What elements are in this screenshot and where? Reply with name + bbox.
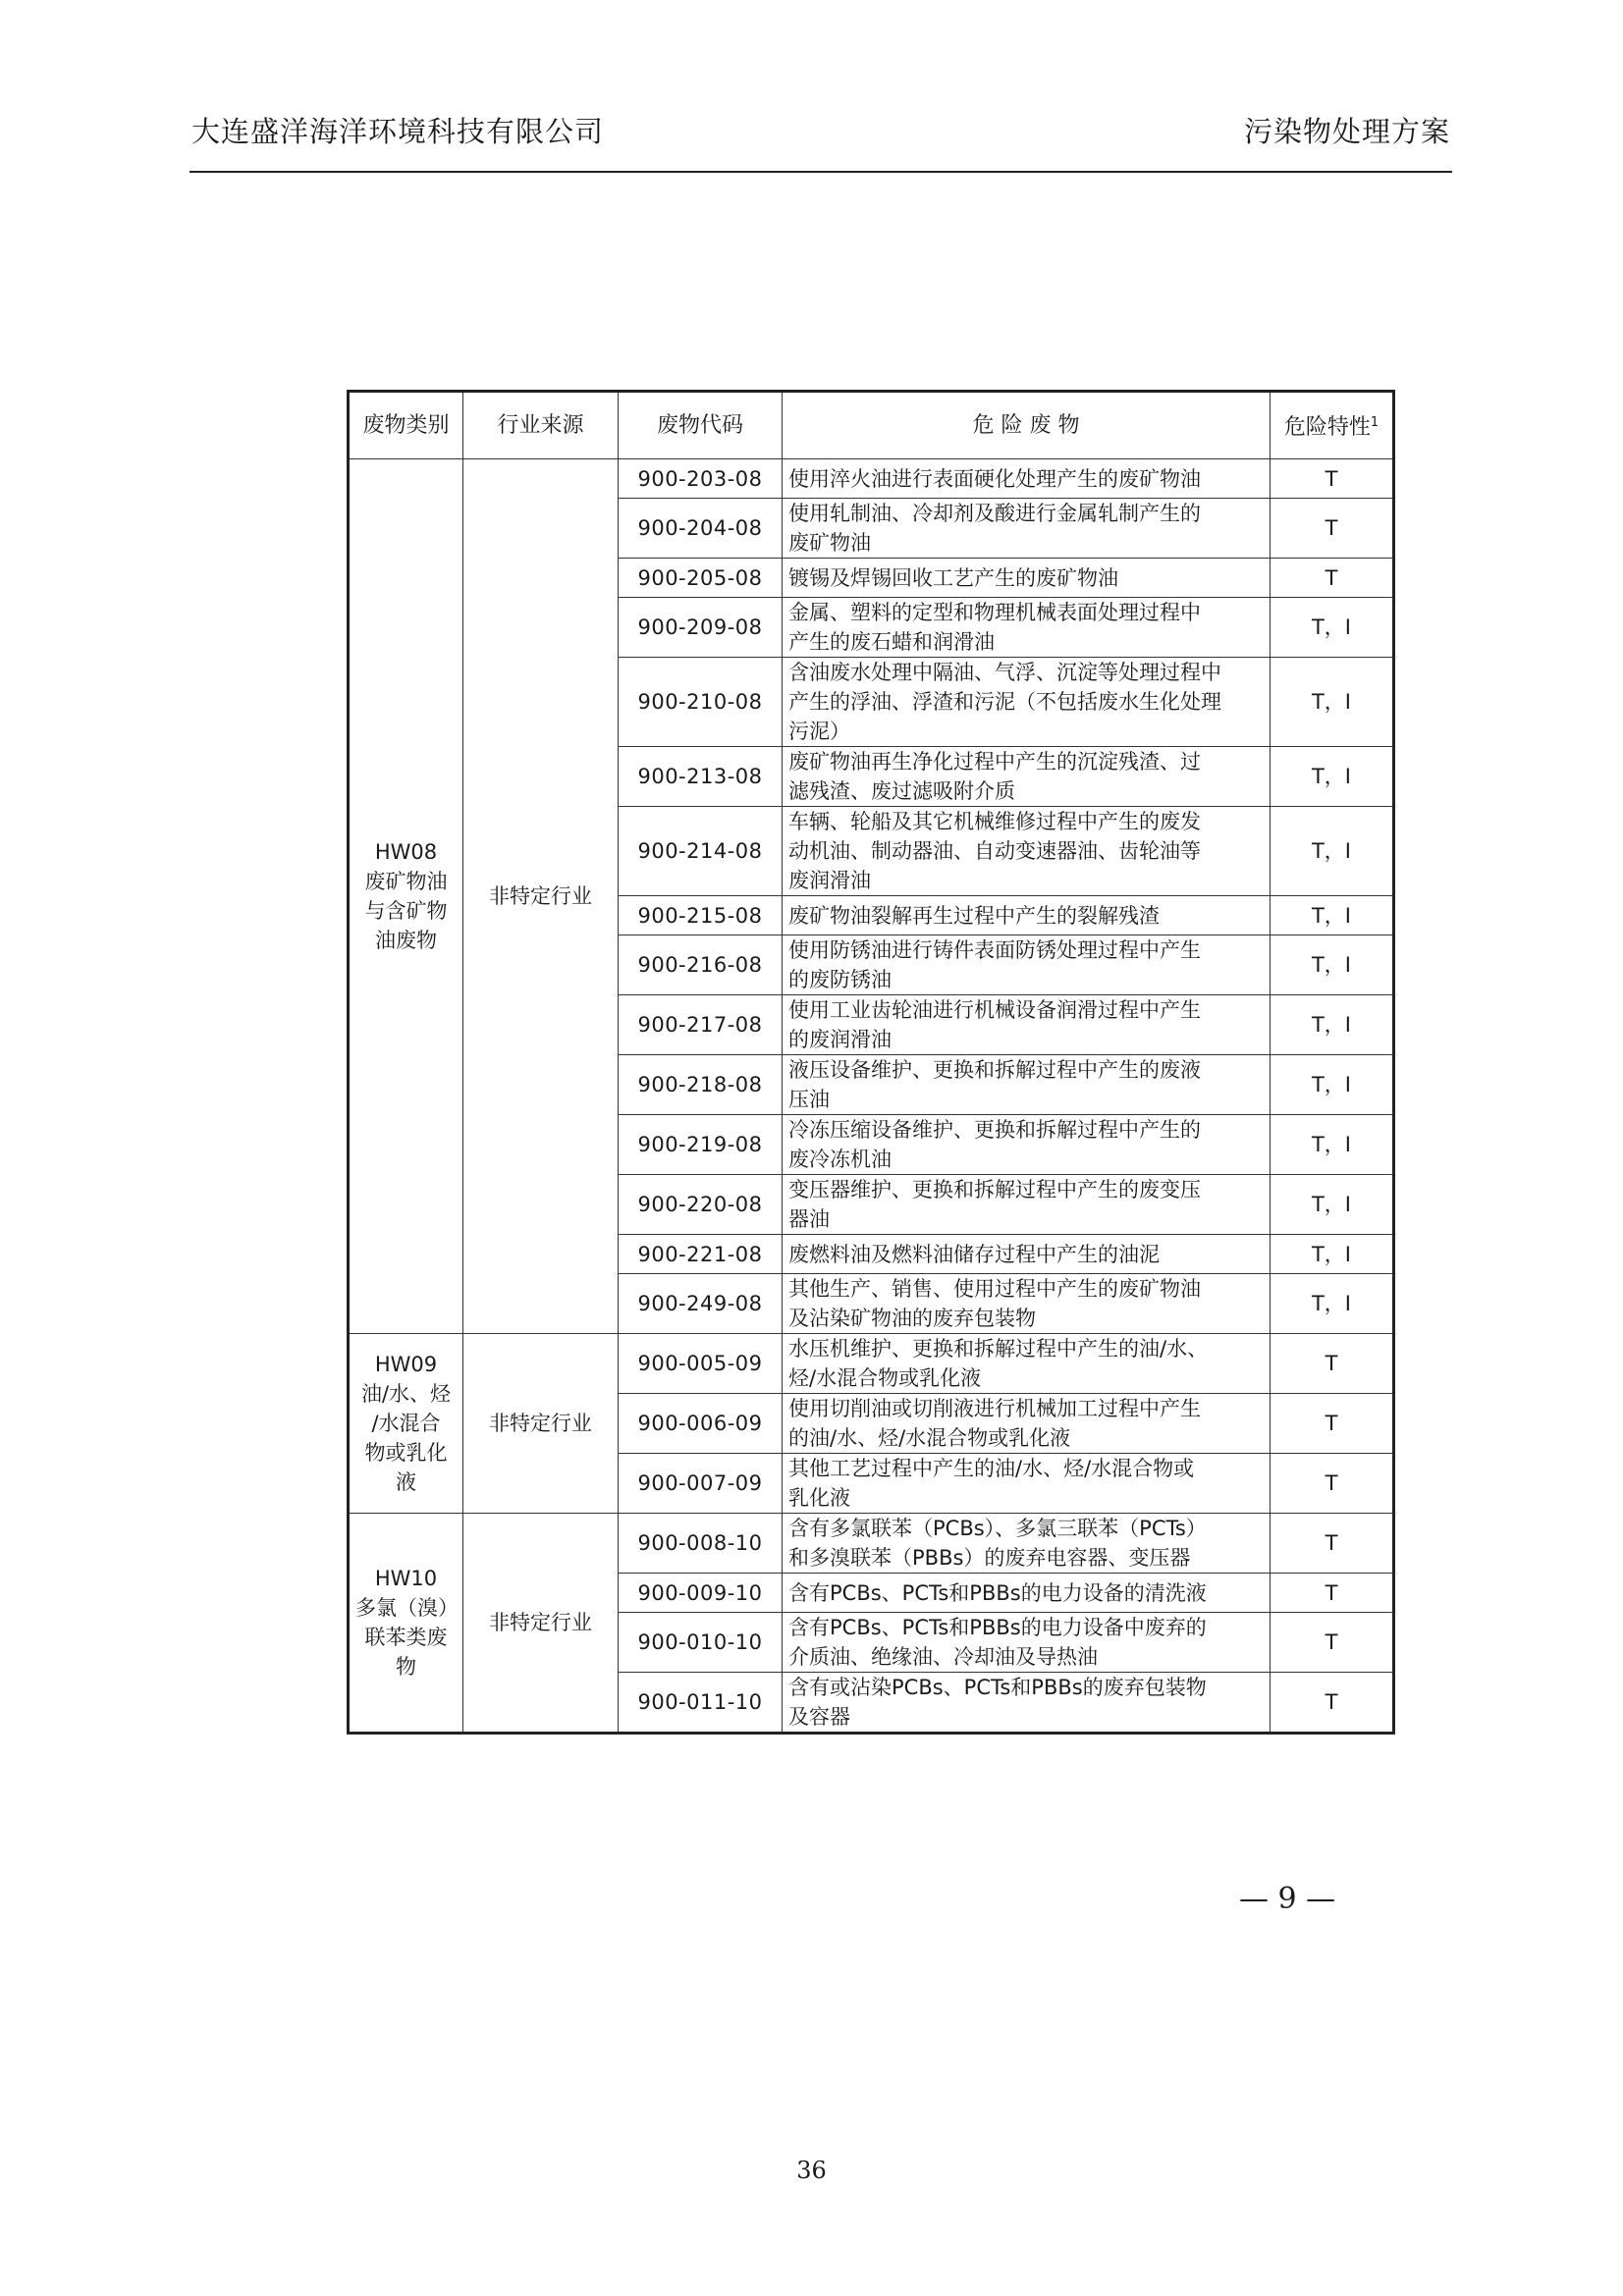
waste-description-cell — [783, 807, 1271, 896]
description-line: 使用防锈油进行铸件表面防锈处理过程中产生 — [788, 938, 1201, 962]
waste-description-cell — [783, 995, 1271, 1055]
category-line: 物或乳化 — [364, 1441, 448, 1465]
category-line: 多氯（溴） — [355, 1596, 459, 1620]
category-line: 油废物 — [375, 929, 437, 952]
hazard-characteristic-cell: T，I — [1271, 747, 1394, 807]
waste-code-cell: 900-009-10 — [619, 1574, 783, 1613]
category-line: 油/水、烃 — [360, 1382, 452, 1406]
description-line: 及沾染矿物油的废弃包装物 — [788, 1307, 1036, 1330]
description-line: 镀锡及焊锡回收工艺产生的废矿物油 — [788, 565, 1118, 590]
description-line: 含有PCBs、PCTs和PBBs的电力设备中废弃的 — [788, 1616, 1207, 1639]
waste-description-cell — [783, 1115, 1271, 1175]
waste-description-cell — [783, 1574, 1271, 1613]
description-line: 压油 — [788, 1088, 830, 1111]
waste-code-cell: 900-006-09 — [619, 1394, 783, 1454]
table-row — [349, 459, 1394, 499]
waste-code-cell: 900-249-08 — [619, 1274, 783, 1334]
description-line: 产生的废石蜡和润滑油 — [788, 630, 995, 654]
company-name: 大连盛洋海洋环境科技有限公司 — [191, 115, 605, 148]
description-line: 废冷冻机油 — [788, 1148, 892, 1171]
header-hazard — [1271, 392, 1394, 459]
waste-description-cell — [783, 1274, 1271, 1334]
description-line: 器油 — [788, 1207, 830, 1231]
description-line: 水压机维护、更换和拆解过程中产生的油/水、 — [788, 1337, 1209, 1361]
category-line: HW10 — [374, 1567, 438, 1590]
category-line: 与含矿物 — [364, 899, 448, 923]
description-line: 废润滑油 — [788, 869, 871, 892]
header-code: 废物代码 — [619, 392, 783, 459]
hazard-characteristic-cell: T — [1271, 499, 1394, 559]
description-line: 其他生产、销售、使用过程中产生的废矿物油 — [788, 1277, 1201, 1301]
hazard-characteristic-cell: T — [1271, 1673, 1394, 1734]
description-line: 的废润滑油 — [788, 1028, 892, 1051]
category-line: 废矿物油 — [364, 870, 448, 893]
waste-code-cell: 900-219-08 — [619, 1115, 783, 1175]
hazard-characteristic-cell: T，I — [1271, 807, 1394, 896]
description-line: 废矿物油 — [788, 531, 871, 555]
hazard-characteristic-cell: T — [1271, 1613, 1394, 1673]
description-line: 车辆、轮船及其它机械维修过程中产生的废发 — [788, 810, 1201, 833]
waste-code-cell: 900-204-08 — [619, 499, 783, 559]
category-cell — [349, 459, 463, 1334]
waste-code-cell: 900-216-08 — [619, 935, 783, 995]
category-line: HW09 — [374, 1353, 438, 1376]
description-line: 冷冻压缩设备维护、更换和拆解过程中产生的 — [788, 1118, 1201, 1142]
hazard-characteristic-cell: T，I — [1271, 1055, 1394, 1115]
description-line: 废矿物油裂解再生过程中产生的裂解残渣 — [788, 903, 1160, 928]
waste-code-cell: 900-005-09 — [619, 1334, 783, 1394]
document-title: 污染物处理方案 — [1243, 115, 1450, 148]
waste-code-cell: 900-205-08 — [619, 559, 783, 598]
waste-description-cell — [783, 1055, 1271, 1115]
description-line: 废燃料油及燃料油储存过程中产生的油泥 — [788, 1242, 1160, 1266]
waste-description-cell — [783, 896, 1271, 935]
waste-code-cell: 900-213-08 — [619, 747, 783, 807]
waste-code-cell: 900-010-10 — [619, 1613, 783, 1673]
description-line: 介质油、绝缘油、冷却油及导热油 — [788, 1645, 1098, 1669]
category-line: /水混合 — [371, 1412, 441, 1435]
hazard-characteristic-cell: T — [1271, 1394, 1394, 1454]
waste-code-cell: 900-218-08 — [619, 1055, 783, 1115]
hazard-characteristic-cell: T，I — [1271, 995, 1394, 1055]
description-line: 及容器 — [788, 1705, 850, 1729]
waste-code-cell: 900-214-08 — [619, 807, 783, 896]
description-line: 滤残渣、废过滤吸附介质 — [788, 779, 1015, 803]
table-body — [349, 459, 1394, 1734]
hazard-characteristic-cell: T — [1271, 1574, 1394, 1613]
description-line: 和多溴联苯（PBBs）的废弃电容器、变压器 — [788, 1546, 1191, 1570]
waste-code-cell: 900-203-08 — [619, 459, 783, 499]
waste-description-cell — [783, 935, 1271, 995]
waste-description-cell — [783, 459, 1271, 499]
header-category: 废物类别 — [349, 392, 463, 459]
description-line: 的废防锈油 — [788, 968, 892, 991]
header-waste: 危 险 废 物 — [783, 392, 1271, 459]
table-row — [349, 1334, 1394, 1394]
hazard-characteristic-cell: T — [1271, 559, 1394, 598]
hazard-characteristic-cell: T，I — [1271, 598, 1394, 658]
table-row — [349, 1514, 1394, 1574]
description-line: 产生的浮油、浮渣和污泥（不包括废水生化处理 — [788, 690, 1221, 714]
waste-code-cell: 900-220-08 — [619, 1175, 783, 1235]
hazard-characteristic-cell: T，I — [1271, 1235, 1394, 1274]
waste-description-cell — [783, 598, 1271, 658]
waste-description-cell — [783, 1514, 1271, 1574]
source-cell: 非特定行业 — [463, 1334, 619, 1514]
hazard-characteristic-cell: T，I — [1271, 896, 1394, 935]
description-line: 含有多氯联苯（PCBs）、多氯三联苯（PCTs） — [788, 1517, 1207, 1540]
hazard-characteristic-cell: T，I — [1271, 658, 1394, 747]
hazardous-waste-table — [347, 390, 1395, 1735]
description-line: 使用轧制油、冷却剂及酸进行金属轧制产生的 — [788, 502, 1201, 525]
header-hazard-label: 危险特性 — [1283, 415, 1371, 440]
waste-description-cell — [783, 1613, 1271, 1673]
hazard-characteristic-cell: T — [1271, 1514, 1394, 1574]
hazard-characteristic-cell: T，I — [1271, 1115, 1394, 1175]
category-cell — [349, 1514, 463, 1734]
description-line: 烃/水混合物或乳化液 — [788, 1366, 982, 1390]
waste-description-cell — [783, 1334, 1271, 1394]
category-line: 液 — [396, 1470, 416, 1494]
description-line: 使用淬火油进行表面硬化处理产生的废矿物油 — [788, 466, 1201, 491]
waste-description-cell — [783, 1673, 1271, 1734]
hazard-characteristic-cell: T，I — [1271, 1175, 1394, 1235]
waste-description-cell — [783, 1394, 1271, 1454]
hazard-characteristic-cell: T，I — [1271, 935, 1394, 995]
source-cell: 非特定行业 — [463, 1514, 619, 1734]
description-line: 的油/水、烃/水混合物或乳化液 — [788, 1426, 1071, 1450]
hazard-characteristic-cell: T — [1271, 1334, 1394, 1394]
waste-code-cell: 900-221-08 — [619, 1235, 783, 1274]
description-line: 变压器维护、更换和拆解过程中产生的废变压 — [788, 1178, 1201, 1201]
category-line: 联苯类废 — [364, 1626, 448, 1649]
description-line: 金属、塑料的定型和物理机械表面处理过程中 — [788, 601, 1201, 624]
source-cell: 非特定行业 — [463, 459, 619, 1334]
description-line: 使用工业齿轮油进行机械设备润滑过程中产生 — [788, 998, 1201, 1022]
waste-code-cell: 900-011-10 — [619, 1673, 783, 1734]
footnote-marker: 1 — [1370, 415, 1380, 430]
waste-description-cell — [783, 1235, 1271, 1274]
description-line: 其他工艺过程中产生的油/水、烃/水混合物或 — [788, 1457, 1195, 1480]
category-line: 物 — [396, 1655, 416, 1679]
table-header-row — [349, 392, 1394, 459]
waste-code-cell: 900-215-08 — [619, 896, 783, 935]
description-line: 废矿物油再生净化过程中产生的沉淀残渣、过 — [788, 750, 1201, 774]
page-number: 36 — [796, 2157, 827, 2184]
description-line: 乳化液 — [788, 1486, 850, 1510]
waste-code-cell: 900-210-08 — [619, 658, 783, 747]
waste-description-cell — [783, 1454, 1271, 1514]
header-divider — [189, 171, 1452, 173]
waste-description-cell — [783, 499, 1271, 559]
waste-description-cell — [783, 559, 1271, 598]
description-line: 动机油、制动器油、自动变速器油、齿轮油等 — [788, 839, 1201, 863]
description-line: 污泥） — [788, 720, 850, 743]
page-header — [191, 110, 1450, 171]
category-line: HW08 — [374, 840, 438, 864]
waste-code-cell: 900-008-10 — [619, 1514, 783, 1574]
waste-description-cell — [783, 747, 1271, 807]
waste-description-cell — [783, 658, 1271, 747]
hazard-characteristic-cell: T — [1271, 459, 1394, 499]
header-source: 行业来源 — [463, 392, 619, 459]
description-line: 使用切削油或切削液进行机械加工过程中产生 — [788, 1397, 1201, 1420]
description-line: 含油废水处理中隔油、气浮、沉淀等处理过程中 — [788, 661, 1221, 684]
hazard-characteristic-cell: T，I — [1271, 1274, 1394, 1334]
waste-description-cell — [783, 1175, 1271, 1235]
description-line: 液压设备维护、更换和拆解过程中产生的废液 — [788, 1058, 1201, 1082]
waste-code-cell: 900-007-09 — [619, 1454, 783, 1514]
waste-code-cell: 900-209-08 — [619, 598, 783, 658]
category-cell — [349, 1334, 463, 1514]
inner-page-label: — 9 — — [1239, 1882, 1336, 1916]
description-line: 含有或沾染PCBs、PCTs和PBBs的废弃包装物 — [788, 1676, 1207, 1699]
description-line: 含有PCBs、PCTs和PBBs的电力设备的清洗液 — [788, 1580, 1207, 1605]
hazard-characteristic-cell: T — [1271, 1454, 1394, 1514]
waste-code-cell: 900-217-08 — [619, 995, 783, 1055]
